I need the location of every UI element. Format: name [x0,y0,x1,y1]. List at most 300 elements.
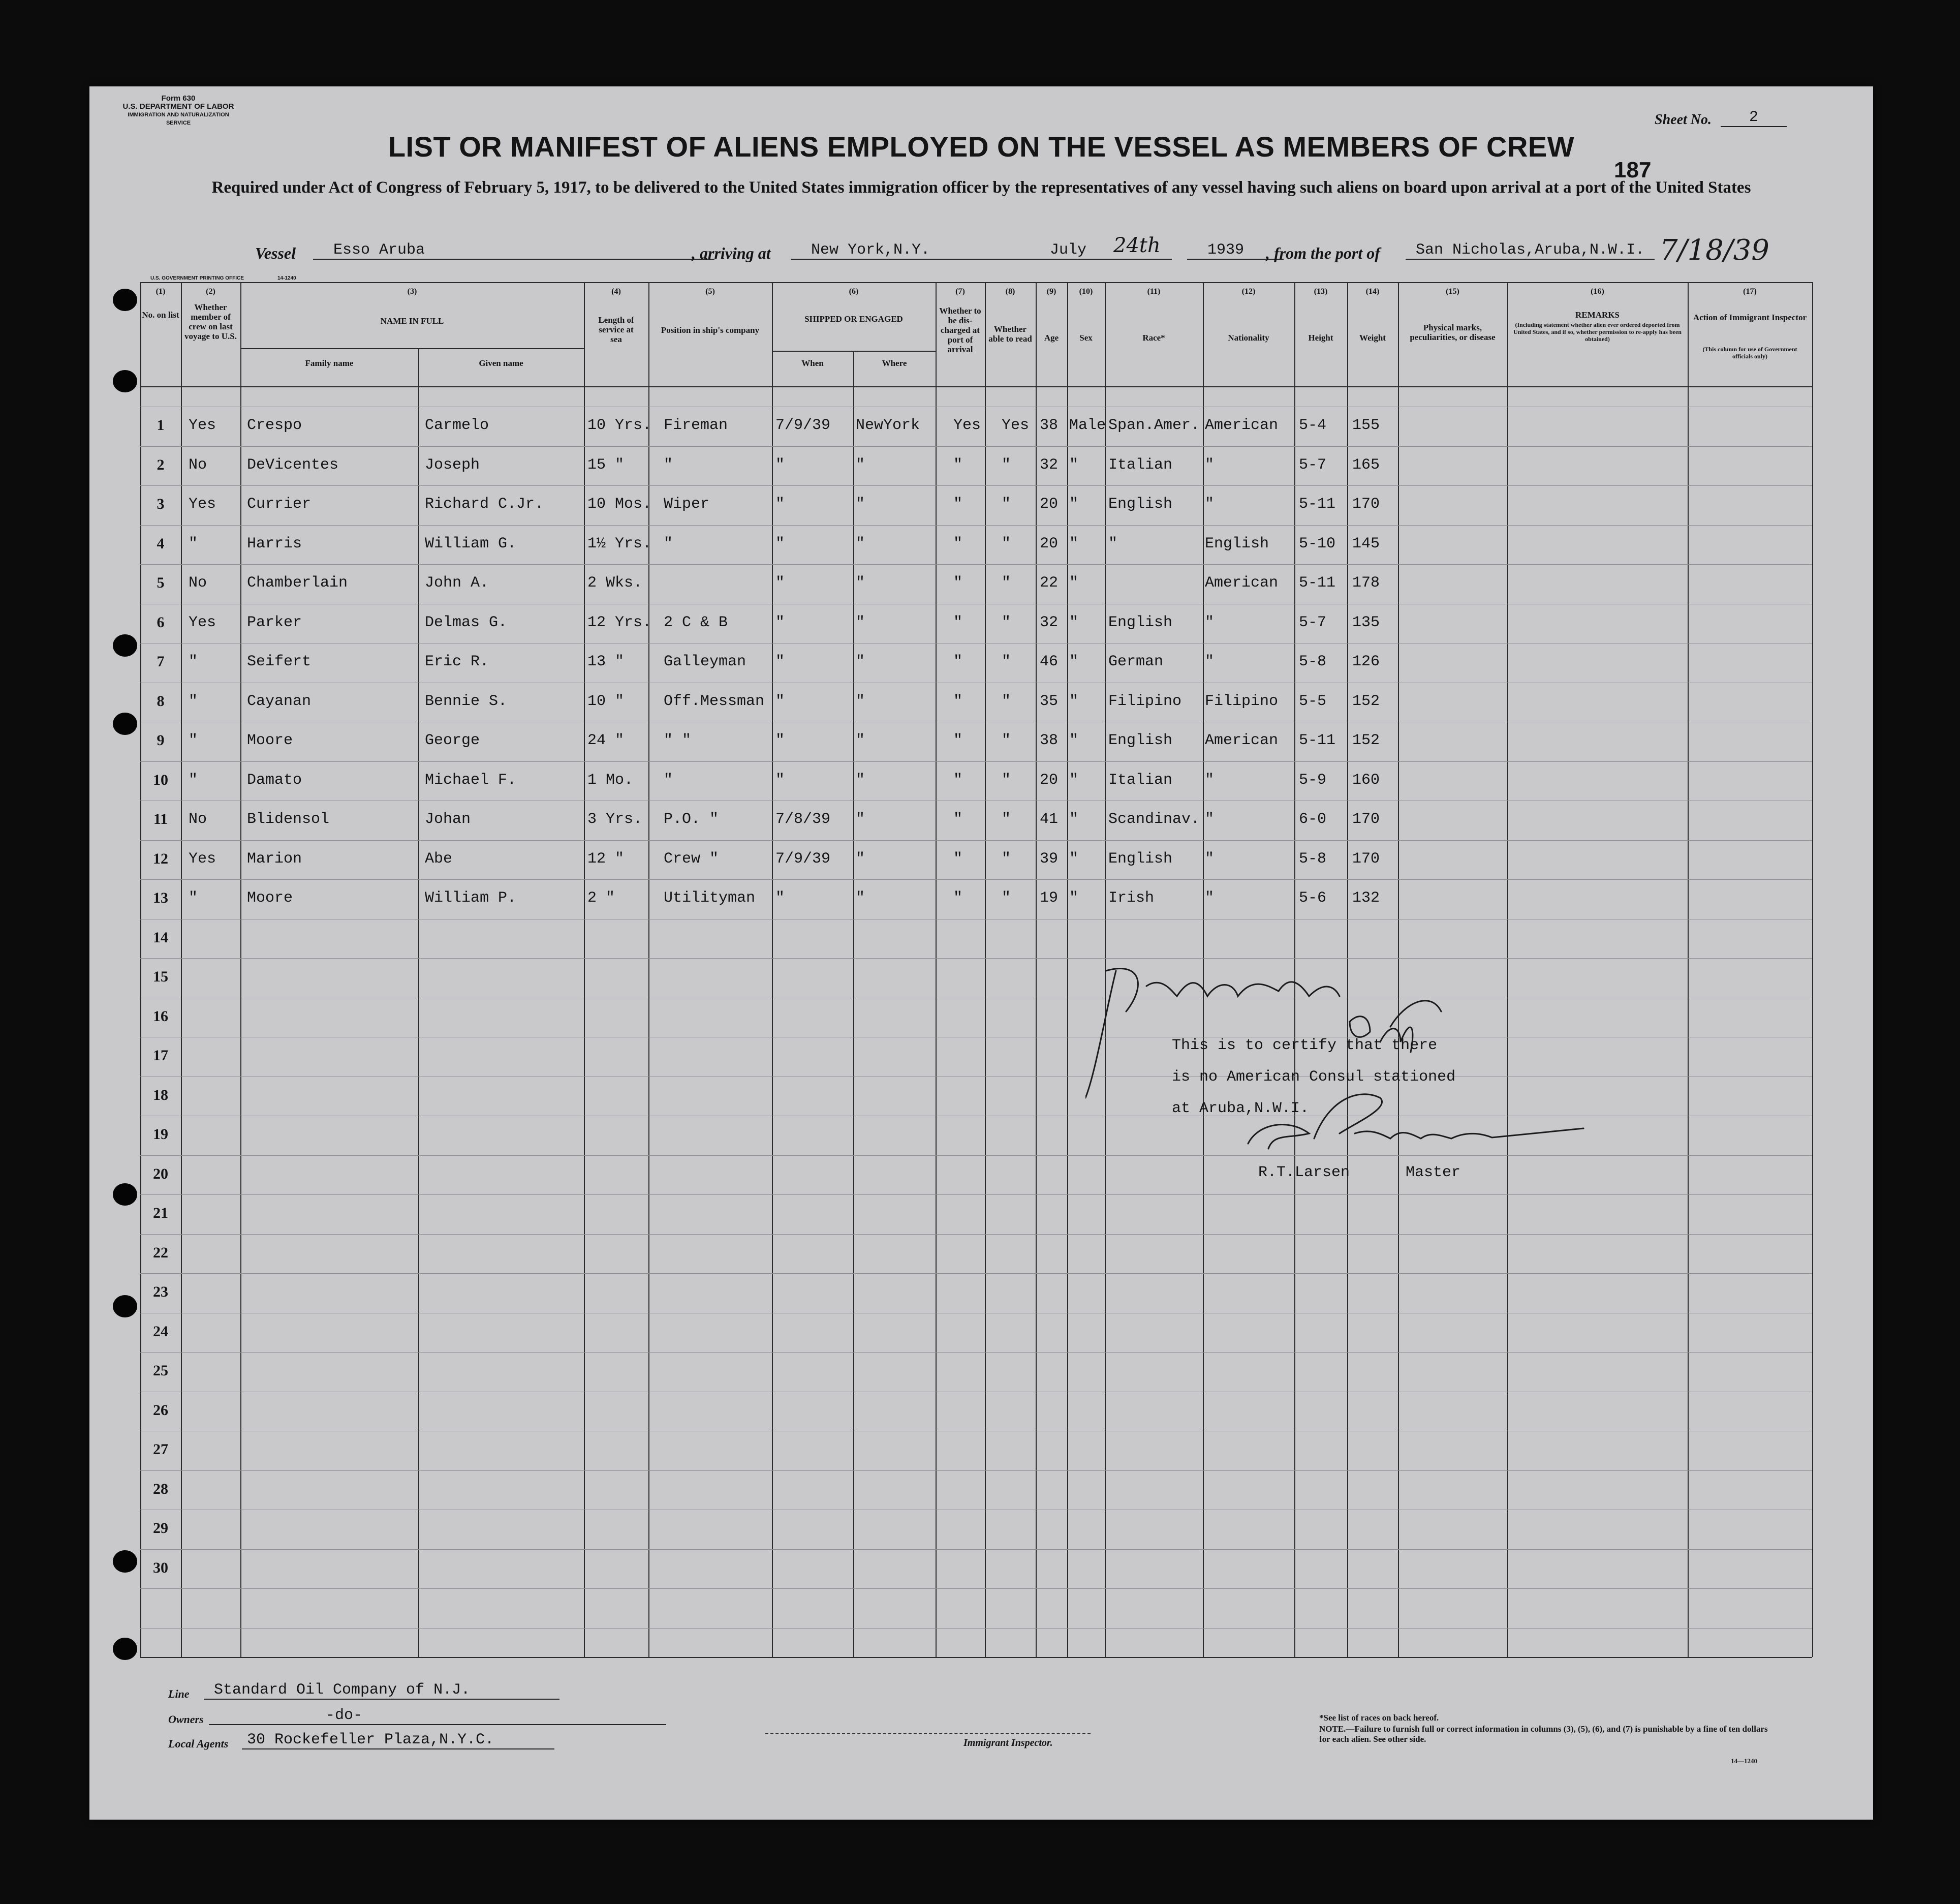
shipped-when: " [775,692,785,710]
row-number: 9 [157,732,165,749]
row-number: 12 [153,850,168,867]
prev-voyage: Yes [189,417,216,434]
column-rule [181,282,182,1657]
family-name: Damato [247,771,302,789]
punch-hole [113,1183,137,1206]
row-number: 6 [157,613,165,631]
age: 32 [1040,613,1059,631]
punch-hole [113,1550,137,1573]
row-number: 11 [153,811,168,827]
position: P.O. " [664,811,719,828]
shipped-when: " [775,732,785,749]
family-name: Cayanan [247,692,312,710]
prev-voyage: " [189,692,198,710]
owners-value: -do- [209,1707,666,1725]
able-to-read: Yes [1002,417,1030,434]
vessel-label: Vessel [255,244,296,262]
nationality: English [1205,535,1269,552]
age: 38 [1040,732,1059,749]
col6-num: (6) [849,287,859,296]
row-number: 17 [153,1047,168,1064]
discharged: " [953,889,963,907]
weight: 165 [1352,456,1380,474]
given-name: Eric R. [425,653,489,670]
column-rule [1036,282,1037,1657]
nationality: " [1205,850,1215,868]
form-number: Form 630 [161,94,196,103]
height: 5-11 [1299,574,1336,592]
col14-header: Weight [1359,333,1386,343]
shipped-where: " [856,613,865,631]
family-name: Crespo [247,417,302,434]
col16-note: (Including statement whether alien ever ordered deported from United States, and if so, whether permission to re-apply has been obtained) [1513,321,1682,343]
shipped-when: " [775,456,785,474]
col2-num: (2) [206,287,215,296]
prev-voyage: No [189,456,207,474]
given-name: William P. [425,889,517,907]
col3-header: NAME IN FULL [380,316,444,326]
row-rule [140,840,1812,841]
shipped-when: " [775,889,785,907]
service-length: 10 Yrs. [587,417,652,434]
able-to-read: " [1002,811,1011,828]
nationality: Filipino [1205,692,1279,710]
row-number: 13 [153,889,168,906]
service-length: 13 " [587,653,625,670]
discharged: " [953,850,963,868]
shipped-where: " [856,574,865,592]
nationality: " [1205,653,1215,670]
shipped-where: " [856,732,865,749]
row-number: 27 [153,1441,168,1458]
punch-hole [113,1295,137,1317]
service-length: 2 " [587,889,615,907]
arrival-day: 24th [1113,234,1161,257]
race: Span.Amer. [1108,417,1200,434]
prev-voyage: Yes [189,613,216,631]
col14-num: (14) [1365,287,1380,296]
able-to-read: " [1002,850,1011,868]
col8-num: (8) [1005,287,1015,296]
row-rule [140,879,1812,880]
prev-voyage: No [189,811,207,828]
name-subheader-rule [240,348,584,349]
sex: " [1069,574,1079,592]
table-bottom-rule [140,1657,1812,1658]
shipped-where: " [856,653,865,670]
given-name-header: Given name [479,358,523,368]
discharged: Yes [953,417,981,434]
shipped-where: NewYork [856,417,920,434]
able-to-read: " [1002,771,1011,789]
nationality: " [1205,496,1215,513]
height: 6-0 [1299,811,1327,828]
where-rule [853,351,854,1657]
discharged: " [953,811,963,828]
col13-header: Height [1308,333,1333,343]
discharged: " [953,771,963,789]
given-name: Richard C.Jr. [425,496,544,513]
col7-header: Whether to be dis-charged at port of arrival [939,306,981,354]
given-name: Johan [425,811,471,828]
line-label: Line [168,1687,190,1700]
row-number: 1 [157,417,165,434]
shipped-when: 7/8/39 [775,811,831,828]
height: 5-9 [1299,771,1327,789]
sex: " [1069,535,1079,552]
given-name: Abe [425,850,453,868]
col10-num: (10) [1079,287,1093,296]
sex: " [1069,811,1079,828]
race: Filipino [1108,692,1182,710]
shipped-when: " [775,771,785,789]
age: 19 [1040,889,1059,907]
able-to-read: " [1002,613,1011,631]
height: 5-7 [1299,456,1327,474]
able-to-read: " [1002,692,1011,710]
column-rule [985,282,986,1657]
col4-num: (4) [611,287,621,296]
weight: 126 [1352,653,1380,670]
sex: " [1069,732,1079,749]
weight: 135 [1352,613,1380,631]
position: Utilityman [664,889,756,907]
discharged: " [953,574,963,592]
row-rule [140,525,1812,526]
shipped-where: " [856,496,865,513]
owners-label: Owners [168,1713,204,1726]
form-header [120,95,237,127]
arrival-month: July [1009,241,1172,260]
position: Crew " [664,850,719,868]
page-title: LIST OR MANIFEST OF ALIENS EMPLOYED ON THE VESSEL AS MEMBERS OF CREW [388,131,1575,163]
master-title: Master [1406,1164,1461,1181]
punch-hole [113,289,137,311]
column-rule [1688,282,1689,1657]
row-number: 10 [153,771,168,788]
age: 41 [1040,811,1059,828]
printer-code: 14-1240 [277,275,296,281]
able-to-read: " [1002,574,1011,592]
row-rule [140,485,1812,486]
nationality: " [1205,613,1215,631]
punch-hole [113,1638,137,1660]
master-name: R.T.Larsen [1258,1164,1350,1181]
weight: 152 [1352,692,1380,710]
service-length: 2 Wks. [587,574,643,592]
sex: " [1069,653,1079,670]
discharged: " [953,732,963,749]
line-value: Standard Oil Company of N.J. [204,1681,559,1700]
race: German [1108,653,1164,670]
prev-voyage: Yes [189,496,216,513]
age: 38 [1040,417,1059,434]
age: 20 [1040,535,1059,552]
given-name-rule [418,348,419,1657]
nationality: American [1205,732,1279,749]
discharged: " [953,613,963,631]
row-rule [140,1194,1812,1195]
family-name: Moore [247,889,293,907]
col1-num: (1) [155,287,166,296]
certification-line-3: at Aruba,N.W.I. [1172,1100,1310,1117]
weight: 170 [1352,496,1380,513]
race: Italian [1108,771,1173,789]
height: 5-6 [1299,889,1327,907]
shipped-when: " [775,574,785,592]
service-length: 12 " [587,850,625,868]
col15-header: Physical marks, peculiarities, or disease [1410,323,1496,342]
row-number: 18 [153,1086,168,1103]
sex: " [1069,850,1079,868]
row-rule [140,1352,1812,1353]
prev-voyage: " [189,889,198,907]
prev-voyage: Yes [189,850,216,868]
race: English [1108,850,1173,868]
row-rule [140,1273,1812,1274]
prev-voyage: " [189,771,198,789]
able-to-read: " [1002,456,1011,474]
service-length: 3 Yrs. [587,811,643,828]
row-rule [140,1628,1812,1629]
family-name: Seifert [247,653,312,670]
races-note: *See list of races on back hereof. [1319,1713,1439,1723]
age: 32 [1040,456,1059,474]
family-name: Moore [247,732,293,749]
discharged: " [953,653,963,670]
nationality: American [1205,574,1279,592]
race: English [1108,496,1173,513]
col5-num: (5) [705,287,715,296]
prev-voyage: " [189,732,198,749]
row-number: 24 [153,1323,168,1340]
col15-num: (15) [1446,287,1459,296]
row-number: 22 [153,1244,168,1261]
height: 5-7 [1299,613,1327,631]
arriving-label: , arriving at [692,244,771,262]
row-number: 2 [157,456,165,473]
row-number: 29 [153,1520,168,1537]
sex: Male [1069,417,1106,434]
race: Scandinav. [1108,811,1200,828]
weight: 155 [1352,417,1380,434]
col7-num: (7) [955,287,965,296]
service-name: IMMIGRATION AND NATURALIZATION SERVICE [128,112,229,126]
service-length: 10 " [587,692,625,710]
family-name: Blidensol [247,811,330,828]
row-number: 3 [157,496,165,512]
table-top-rule [140,282,1812,283]
row-rule [140,1588,1812,1589]
service-length: 15 " [587,456,625,474]
position: Wiper [664,496,710,513]
col13-num: (13) [1314,287,1328,296]
position: " [664,535,673,552]
shipped-where: " [856,535,865,552]
column-rule [1812,282,1813,1657]
shipped-when-header: When [801,358,824,368]
col11-header: Race* [1142,333,1165,343]
service-length: 1 Mo. [587,771,634,789]
weight: 170 [1352,811,1380,828]
race: Italian [1108,456,1173,474]
given-name: Bennie S. [425,692,508,710]
column-rule [584,282,585,1657]
able-to-read: " [1002,653,1011,670]
row-number: 7 [157,653,165,670]
discharged: " [953,496,963,513]
family-name: Chamberlain [247,574,348,592]
position: " " [664,732,692,749]
shipped-where: " [856,692,865,710]
height: 5-5 [1299,692,1327,710]
sex: " [1069,889,1079,907]
punch-hole [113,713,137,735]
shipped-where-header: Where [882,358,907,368]
race: English [1108,732,1173,749]
row-number: 21 [153,1205,168,1221]
manifest-sheet [89,86,1873,1820]
age: 20 [1040,771,1059,789]
row-rule [140,446,1812,447]
weight: 178 [1352,574,1380,592]
given-name: George [425,732,480,749]
service-length: 1½ Yrs. [587,535,652,552]
given-name: Joseph [425,456,480,474]
height: 5-11 [1299,496,1336,513]
nationality: American [1205,417,1279,434]
col12-num: (12) [1241,287,1256,296]
weight: 160 [1352,771,1380,789]
shipped-where: " [856,850,865,868]
height: 5-8 [1299,653,1327,670]
service-length: 10 Mos. [587,496,652,513]
able-to-read: " [1002,732,1011,749]
inspector-signature-line [765,1733,1091,1734]
given-name: William G. [425,535,517,552]
family-name: DeVicentes [247,456,339,474]
sex: " [1069,496,1079,513]
nationality: " [1205,811,1215,828]
page-stamp: 187 [1614,158,1652,182]
shipped-when: " [775,496,785,513]
certification-line-1: This is to certify that there [1172,1037,1438,1054]
col16-num: (16) [1591,287,1604,296]
shipped-when: 7/9/39 [775,850,831,868]
race: Irish [1108,889,1155,907]
master-signature [1228,1078,1594,1174]
row-number: 14 [153,929,168,946]
row-number: 28 [153,1480,168,1497]
shipped-where: " [856,811,865,828]
col17-num: (17) [1743,287,1757,296]
shipped-where: " [856,889,865,907]
age: 46 [1040,653,1059,670]
col17-header: Action of Immigrant Inspector [1693,313,1807,322]
prev-voyage: " [189,653,198,670]
fine-note: NOTE.—Failure to furnish full or correct information in columns (3), (5), (6), and (7) is punishable by a fine of ten dollars for each alien. See other side. [1319,1724,1768,1744]
column-rule [648,282,649,1657]
family-name: Parker [247,613,302,631]
age: 22 [1040,574,1059,592]
given-name: Delmas G. [425,613,508,631]
col3-num: (3) [407,287,417,296]
prev-voyage: No [189,574,207,592]
arrival-port: New York,N.Y. [791,241,1014,260]
able-to-read: " [1002,889,1011,907]
shipped-when: 7/9/39 [775,417,831,434]
col9-num: (9) [1046,287,1056,296]
height: 5-4 [1299,417,1327,434]
sheet-label: Sheet No. [1655,112,1712,128]
service-length: 24 " [587,732,625,749]
nationality: " [1205,771,1215,789]
able-to-read: " [1002,496,1011,513]
column-rule [772,282,773,1657]
shipped-where: " [856,456,865,474]
row-number: 20 [153,1165,168,1182]
certification-line-2: is no American Consul stationed [1172,1068,1456,1086]
position: Galleyman [664,653,746,670]
col5-header: Position in ship's company [661,325,760,335]
row-rule [140,1549,1812,1550]
row-number: 30 [153,1559,168,1576]
able-to-read: " [1002,535,1011,552]
col9-header: Age [1044,333,1059,343]
row-rule [140,761,1812,762]
col1-header: No. on list [142,310,179,320]
shipped-where: " [856,771,865,789]
age: 39 [1040,850,1059,868]
agents-value: 30 Rockefeller Plaza,N.Y.C. [242,1731,554,1749]
height: 5-10 [1299,535,1336,552]
header-rule [140,386,1812,387]
col17-note: (This column for use of Government officials only) [1702,346,1797,360]
discharged: " [953,535,963,552]
col6-header: SHIPPED OR ENGAGED [804,314,903,324]
height: 5-8 [1299,850,1327,868]
column-rule [240,282,241,1657]
weight: 132 [1352,889,1380,907]
agents-label: Local Agents [168,1737,229,1750]
row-number: 15 [153,968,168,985]
row-rule [140,1234,1812,1235]
row-number: 5 [157,574,165,591]
service-length: 12 Yrs. [587,613,652,631]
sex: " [1069,456,1079,474]
printer-mark: U.S. GOVERNMENT PRINTING OFFICE [150,275,244,281]
shipped-when: " [775,653,785,670]
given-name: John A. [425,574,489,592]
position: Off.Messman [664,692,765,710]
handwritten-date: 7/18/39 [1660,234,1769,267]
from-port: San Nicholas,Aruba,N.W.I. [1406,241,1655,260]
height: 5-11 [1299,732,1336,749]
punch-hole [113,634,137,657]
row-number: 26 [153,1401,168,1419]
sex: " [1069,771,1079,789]
row-rule [140,564,1812,565]
position: " [664,771,673,789]
row-rule [140,1470,1812,1471]
column-rule [1067,282,1068,1657]
position: 2 C & B [664,613,728,631]
position: " [664,456,673,474]
race: English [1108,613,1173,631]
weight: 170 [1352,850,1380,868]
prev-voyage: " [189,535,198,552]
col2-header: Whether member of crew on last voyage to U.S. [184,302,237,341]
